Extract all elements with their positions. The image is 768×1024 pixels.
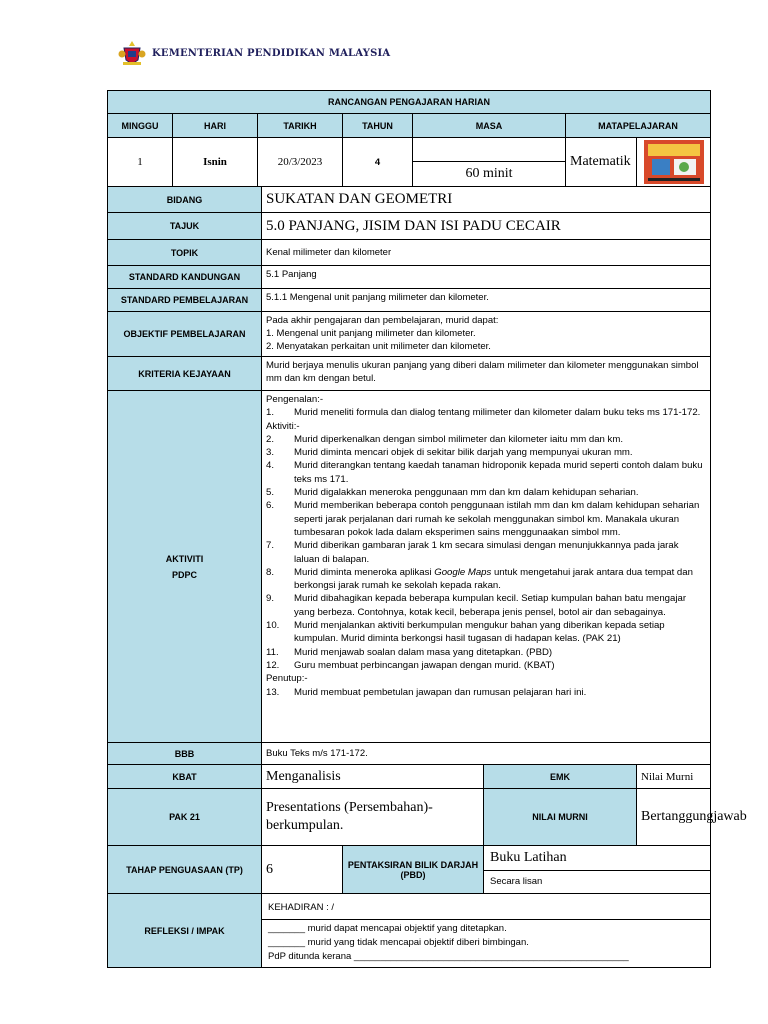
topik-label: TOPIK: [108, 240, 262, 266]
item-number: 1.: [266, 407, 275, 419]
pdpc-label: PDPC: [171, 569, 197, 580]
matapelajaran-value: Matematik: [566, 138, 637, 187]
col-masa: MASA: [413, 114, 566, 138]
header: [118, 40, 390, 66]
item-text: Murid diberikan gambaran jarak 1 km secara simulasi dengan menunjukkannya pada jarak laluan di balapan.: [294, 540, 679, 565]
col-matapelajaran: MATAPELAJARAN: [566, 114, 711, 138]
masa-value: 60 minit: [465, 165, 513, 181]
rph-table: [107, 90, 747, 968]
aktiviti-item: [266, 686, 706, 699]
item-number: 9.: [266, 593, 275, 605]
aktiviti-item: [266, 499, 706, 539]
item-text-part: untuk mengetahui jarak antara dua tempat dan berkongsi jarak rumah ke sekolah kepada rakan.: [294, 566, 693, 592]
masa-blank: [413, 139, 565, 162]
item-number: 6.: [266, 500, 275, 512]
tajuk-label: TAJUK: [108, 213, 262, 240]
minggu-value: 1: [108, 138, 173, 187]
aktiviti-heading: Aktiviti:-: [266, 420, 300, 432]
malaysia-crest-icon: [118, 40, 146, 66]
penutup-heading: Penutup:-: [266, 673, 308, 685]
kbat-value: Menganalisis: [262, 765, 484, 789]
tahun-value: 4: [343, 138, 413, 187]
topik-value: Kenal milimeter dan kilometer: [262, 240, 711, 266]
item-text: Murid membuat pembetulan jawapan dan rumusan pelajaran hari ini.: [294, 686, 587, 698]
aktiviti-item: [266, 539, 706, 566]
aktiviti-item: [266, 446, 706, 459]
item-number: 3.: [266, 447, 275, 459]
objektif-line-2: 2. Menyatakan perkaitan unit milimeter dan kilometer.: [266, 341, 491, 352]
item-number: 13.: [266, 686, 280, 698]
item-number: 4.: [266, 460, 275, 472]
item-text: Murid menjawab soalan dalam masa yang ditetapkan. (PBD): [294, 646, 553, 658]
item-text: Murid dibahagikan kepada beberapa kumpulan kecil. Setiap kumpulan bahan batu mengajar yang berbeza. Contohnya, kotak kecil, beberapa jenis pensel, botol air dan sebagainya.: [294, 593, 687, 618]
col-minggu: MINGGU: [108, 114, 173, 138]
textbook-cover-image: [644, 140, 704, 184]
item-number: 8.: [266, 566, 275, 578]
ministry-title: KEMENTERIAN PENDIDIKAN MALAYSIA: [152, 47, 391, 59]
aktiviti-item: [266, 433, 706, 446]
item-number: 11.: [266, 646, 279, 658]
col-hari: HARI: [173, 114, 258, 138]
refleksi-line-1: _______ murid dapat mencapai objektif yang ditetapkan.: [268, 922, 507, 934]
tarikh-value: 20/3/2023: [258, 138, 343, 187]
refleksi-line-3: PdP ditunda kerana ____________________________________________________: [268, 950, 629, 962]
pbd-value-1: Buku Latihan: [484, 846, 710, 871]
emk-value: Nilai Murni: [637, 765, 711, 789]
pbd-value-2: Secara lisan: [490, 876, 543, 887]
aktiviti-item: [266, 646, 706, 659]
bbb-label: BBB: [108, 743, 262, 765]
objektif-value: [262, 312, 711, 357]
refleksi-cell: [262, 894, 711, 968]
plan-title: RANCANGAN PENGAJARAN HARIAN: [108, 91, 711, 114]
aktiviti-item: [266, 659, 706, 672]
aktiviti-item: [266, 406, 706, 419]
kehadiran: KEHADIRAN : /: [262, 896, 710, 920]
objektif-line-1: 1. Mengenal unit panjang milimeter dan kilometer.: [266, 328, 476, 339]
item-text: Murid digalakkan meneroka penggunaan mm dan km dalam kehidupan seharian.: [294, 487, 639, 499]
item-text: Murid memberikan beberapa contoh penggunaan istilah mm dan km dalam kehidupan seharian seperti jarak perjalanan dari rumah ke sekolah menggunakan simbol km. Manakala ukuran tumbesaran pokok lada dalam eksperimen sains menggunaakan simbol mm.: [294, 500, 700, 538]
col-tahun: TAHUN: [343, 114, 413, 138]
nilai-murni-label: NILAI MURNI: [484, 789, 637, 846]
item-number: 5.: [266, 487, 275, 499]
pak21-value: Presentations (Persembahan)-berkumpulan.: [262, 789, 484, 846]
kbat-label: KBAT: [108, 765, 262, 789]
aktiviti-item: [266, 619, 706, 646]
standard-kandungan-value: 5.1 Panjang: [262, 266, 711, 289]
item-text: Murid meneliti formula dan dialog tentang milimeter dan kilometer dalam buku teks ms 171-172.: [294, 407, 701, 419]
pak21-label: PAK 21: [108, 789, 262, 846]
aktiviti-item: [266, 566, 706, 593]
item-number: 10.: [266, 620, 280, 632]
aktiviti-label-cell: [108, 391, 262, 743]
item-number: 12.: [266, 659, 280, 671]
item-text: Guru membuat perbincangan jawapan dengan murid. (KBAT): [294, 659, 555, 671]
masa-cell: [413, 138, 566, 187]
bidang-value: SUKATAN DAN GEOMETRI: [262, 187, 711, 213]
objektif-line-intro: Pada akhir pengajaran dan pembelajaran, murid dapat:: [266, 315, 499, 326]
item-text: Murid menjalankan aktiviti berkumpulan mengukur bahan yang diberikan kepada setiap kumpulan. Murid diminta berkongsi hasil tugasan di hadapan kelas. (PAK 21): [294, 620, 665, 645]
item-text: [294, 566, 706, 593]
pengenalan-heading: Pengenalan:-: [266, 394, 324, 405]
aktiviti-item: [266, 459, 706, 486]
aktiviti-item: [266, 592, 706, 619]
tahap-value: 6: [262, 846, 343, 894]
item-number: 2.: [266, 433, 275, 445]
emk-label: EMK: [484, 765, 637, 789]
item-text-part: Murid diminta meneroka aplikasi: [294, 566, 435, 578]
standard-pembelajaran-value: 5.1.1 Mengenal unit panjang milimeter dan kilometer.: [262, 289, 711, 312]
col-tarikh: TARIKH: [258, 114, 343, 138]
tajuk-value: 5.0 PANJANG, JISIM DAN ISI PADU CECAIR: [262, 213, 711, 240]
nilai-murni-value: Bertanggungjawab: [637, 789, 711, 846]
standard-pembelajaran-label: STANDARD PEMBELAJARAN: [108, 289, 262, 312]
kriteria-label: KRITERIA KEJAYAAN: [108, 357, 262, 391]
google-maps-term: Google Maps: [434, 566, 492, 578]
item-text: Murid diminta mencari objek di sekitar bilik darjah yang mempunyai ukuran mm.: [294, 447, 633, 459]
aktiviti-label: AKTIVITI: [165, 553, 204, 564]
refleksi-label: REFLEKSI / IMPAK: [108, 894, 262, 968]
kriteria-value: Murid berjaya menulis ukuran panjang yang diberi dalam milimeter dan kilometer menggunakan simbol mm dan km dengan betul.: [262, 357, 711, 391]
bidang-label: BIDANG: [108, 187, 262, 213]
pbd-cell: [484, 846, 711, 894]
refleksi-lines: [262, 920, 710, 966]
standard-kandungan-label: STANDARD KANDUNGAN: [108, 266, 262, 289]
bbb-value: Buku Teks m/s 171-172.: [262, 743, 711, 765]
objektif-label: OBJEKTIF PEMBELAJARAN: [108, 312, 262, 357]
item-text: Murid diterangkan tentang kaedah tanaman hidroponik kepada murid seperti contoh dalam buku teks ms 171.: [294, 460, 703, 485]
aktiviti-content: [262, 391, 711, 743]
aktiviti-item: [266, 486, 706, 499]
hari-value: Isnin: [173, 138, 258, 187]
textbook-cover: [637, 138, 711, 187]
item-number: 7.: [266, 540, 275, 552]
pbd-label: PENTAKSIRAN BILIK DARJAH (PBD): [343, 846, 484, 894]
item-text: Murid diperkenalkan dengan simbol milimeter dan kilometer iaitu mm dan km.: [294, 433, 623, 445]
tahap-label: TAHAP PENGUASAAN (TP): [108, 846, 262, 894]
refleksi-line-2: _______ murid yang tidak mencapai objektif diberi bimbingan.: [268, 936, 529, 948]
